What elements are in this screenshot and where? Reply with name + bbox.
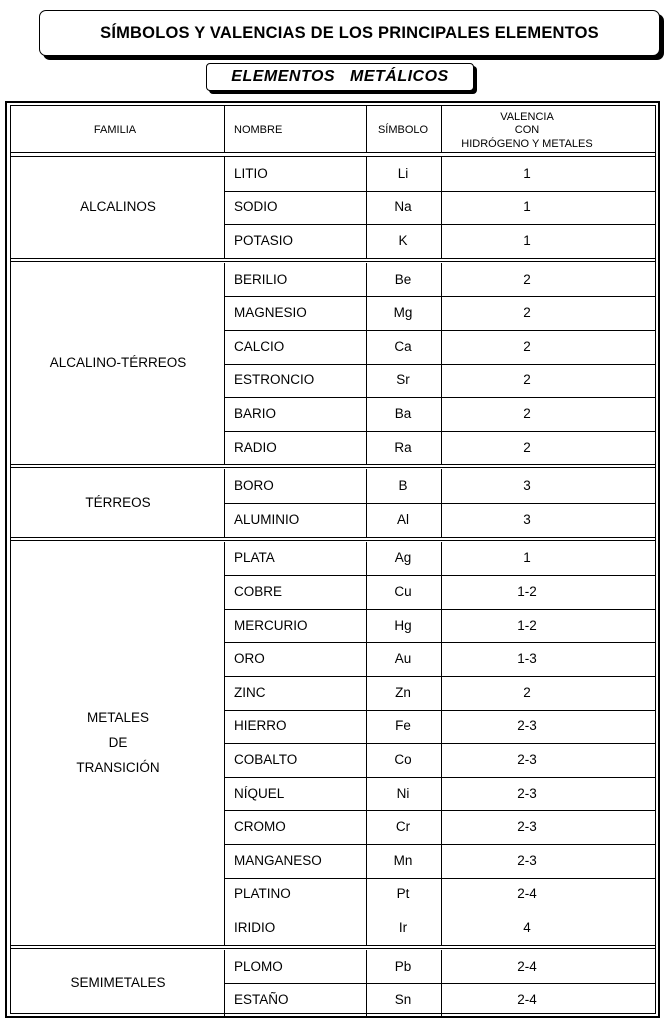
- section-subtitle: ELEMENTOS METÁLICOS: [206, 63, 474, 91]
- element-symbol: Cu: [394, 584, 412, 599]
- family-name: TÉRREOS: [85, 494, 151, 510]
- column-divider: [441, 950, 442, 1017]
- family-name: METALES: [86, 709, 149, 725]
- element-symbol: Au: [394, 651, 412, 667]
- group-divider: [10, 467, 656, 468]
- element-symbol: Be: [394, 271, 412, 287]
- element-symbol: Mn: [393, 852, 413, 868]
- element-name: IRIDIO: [234, 920, 276, 935]
- element-name: ESTRONCIO: [234, 372, 315, 388]
- element-valence: 4: [523, 920, 531, 935]
- group-divider: [10, 540, 656, 541]
- row-divider: [224, 743, 656, 744]
- element-valence: 2-3: [517, 752, 537, 767]
- header-simbolo: SÍMBOLO: [377, 124, 429, 136]
- row-divider: [224, 397, 656, 398]
- family-name: DE: [108, 734, 128, 750]
- element-symbol: Zn: [395, 684, 411, 700]
- group-divider: [10, 945, 656, 946]
- element-valence: 2-4: [517, 958, 537, 974]
- element-name: LITIO: [234, 165, 268, 181]
- row-divider: [224, 364, 656, 365]
- column-divider: [224, 469, 225, 536]
- element-valence: 1: [523, 550, 531, 566]
- group-divider: [10, 258, 656, 259]
- page-title: SÍMBOLOS Y VALENCIAS DE LOS PRINCIPALES ELEMENTOS: [39, 10, 660, 56]
- element-name: HIERRO: [234, 718, 287, 734]
- element-symbol: Hg: [394, 617, 412, 633]
- element-name: PLOMO: [234, 958, 283, 974]
- element-name: ZINC: [234, 684, 266, 700]
- element-name: PLATA: [234, 550, 275, 566]
- header-column-divider: [441, 106, 442, 153]
- element-valence: 1: [523, 233, 531, 248]
- element-valence: 3: [523, 478, 531, 494]
- element-symbol: Li: [397, 165, 409, 181]
- element-name: BARIO: [234, 406, 277, 421]
- element-symbol: Fe: [395, 718, 411, 734]
- column-divider: [366, 542, 367, 945]
- element-name: CROMO: [234, 819, 286, 835]
- row-divider: [224, 642, 656, 643]
- element-valence: 1-3: [517, 651, 537, 667]
- element-name: COBRE: [234, 584, 283, 599]
- element-valence: 2-4: [517, 886, 537, 902]
- element-name: CALCIO: [234, 338, 285, 354]
- element-symbol: Pb: [394, 958, 412, 974]
- family-name: ALCALINO-TÉRREOS: [49, 355, 187, 371]
- element-name: MAGNESIO: [234, 305, 307, 321]
- element-name: BERILIO: [234, 271, 288, 287]
- column-divider: [366, 950, 367, 1017]
- element-valence: 2: [523, 684, 531, 700]
- row-divider: [224, 609, 656, 610]
- element-symbol: Ir: [398, 920, 408, 935]
- element-symbol: Ra: [394, 439, 412, 455]
- element-name: ESTAÑO: [234, 992, 289, 1008]
- row-divider: [224, 191, 656, 192]
- element-symbol: K: [398, 233, 408, 248]
- element-name: RADIO: [234, 439, 277, 455]
- element-symbol: Ca: [394, 338, 412, 354]
- header-nombre: NOMBRE: [234, 124, 283, 136]
- row-divider: [224, 330, 656, 331]
- header-valencia-line-2: CON: [514, 124, 540, 136]
- element-name: BORO: [234, 478, 274, 494]
- element-symbol: Co: [394, 752, 412, 767]
- row-divider: [224, 777, 656, 778]
- column-divider: [366, 157, 367, 258]
- element-name: COBALTO: [234, 752, 298, 767]
- element-name: ALUMINIO: [234, 511, 300, 527]
- element-name: SODIO: [234, 199, 278, 215]
- element-valence: 2: [523, 372, 531, 388]
- element-symbol: Pt: [396, 886, 410, 902]
- row-divider: [224, 844, 656, 845]
- element-name: ORO: [234, 651, 265, 667]
- column-divider: [224, 263, 225, 465]
- element-valence: 2-3: [517, 718, 537, 734]
- element-symbol: B: [398, 478, 408, 494]
- row-divider: [224, 224, 656, 225]
- header-familia: FAMILIA: [93, 124, 137, 136]
- element-symbol: Mg: [393, 305, 413, 321]
- row-divider: [224, 710, 656, 711]
- element-valence: 2-4: [517, 992, 537, 1008]
- row-divider: [224, 296, 656, 297]
- header-valencia-line-1: VALENCIA: [500, 111, 554, 123]
- group-divider: [10, 261, 656, 262]
- family-name: SEMIMETALES: [70, 974, 166, 990]
- element-valence: 1: [523, 199, 531, 215]
- column-divider: [366, 263, 367, 465]
- element-valence: 2-3: [517, 819, 537, 835]
- element-valence: 1: [523, 165, 531, 181]
- family-name: ALCALINOS: [80, 198, 156, 214]
- row-divider: [224, 431, 656, 432]
- element-name: NÍQUEL: [234, 785, 285, 801]
- group-divider: [10, 537, 656, 538]
- column-divider: [224, 157, 225, 258]
- row-divider: [224, 676, 656, 677]
- header-column-divider: [366, 106, 367, 153]
- element-valence: 2-3: [517, 852, 537, 868]
- column-divider: [224, 950, 225, 1017]
- header-divider: [10, 156, 656, 157]
- row-divider: [224, 575, 656, 576]
- element-name: PLATINO: [234, 886, 291, 902]
- element-valence: 2: [523, 305, 531, 321]
- group-divider: [10, 464, 656, 465]
- header-valencia-line-3: HIDRÓGENO Y METALES: [461, 138, 593, 150]
- element-symbol: Al: [396, 511, 409, 527]
- group-divider: [10, 948, 656, 949]
- header-divider: [10, 152, 656, 153]
- element-valence: 1-2: [517, 617, 537, 633]
- column-divider: [366, 469, 367, 536]
- element-symbol: Ba: [394, 406, 412, 421]
- element-name: MERCURIO: [234, 617, 308, 633]
- element-name: POTASIO: [234, 233, 294, 248]
- header-column-divider: [224, 106, 225, 153]
- row-divider: [224, 983, 656, 984]
- element-symbol: Na: [394, 199, 412, 215]
- element-valence: 1-2: [517, 584, 537, 599]
- element-valence: 2: [523, 338, 531, 354]
- element-symbol: Sn: [394, 992, 412, 1008]
- column-divider: [224, 542, 225, 945]
- element-symbol: Ni: [396, 785, 410, 801]
- column-divider: [441, 157, 442, 258]
- row-divider: [224, 503, 656, 504]
- row-divider: [224, 810, 656, 811]
- element-valence: 2: [523, 271, 531, 287]
- element-valence: 2-3: [517, 785, 537, 801]
- element-symbol: Ag: [394, 550, 412, 566]
- element-valence: 2: [523, 439, 531, 455]
- element-symbol: Sr: [396, 372, 410, 388]
- column-divider: [441, 542, 442, 945]
- element-name: MANGANESO: [234, 852, 322, 868]
- column-divider: [441, 469, 442, 536]
- element-valence: 2: [523, 406, 531, 421]
- element-symbol: Cr: [395, 819, 411, 835]
- element-valence: 3: [523, 511, 531, 527]
- family-name: TRANSICIÓN: [76, 759, 160, 775]
- row-divider: [224, 878, 656, 879]
- column-divider: [441, 263, 442, 465]
